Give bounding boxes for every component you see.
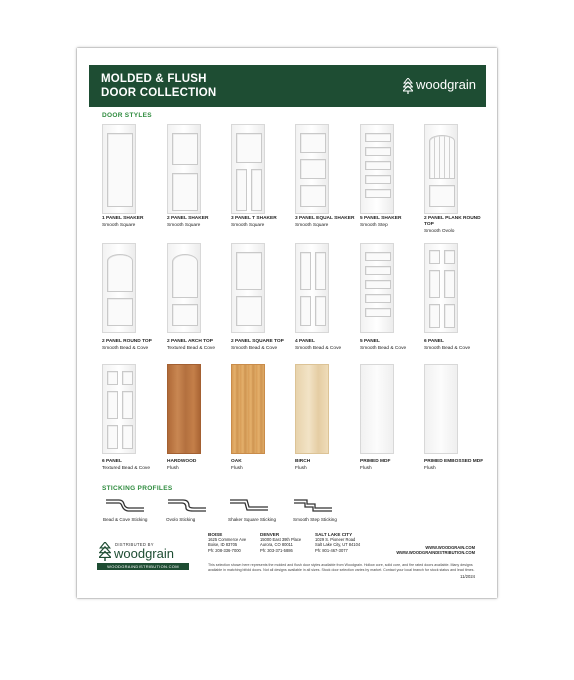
profile-label-shaker-square: Shaker Square Sticking	[228, 517, 277, 522]
door-sticking-name: Smooth Bead & Cove	[102, 346, 149, 351]
footer-site-bar: WOODGRAINDISTRIBUTION.COM	[97, 563, 189, 570]
door-panel	[107, 371, 118, 385]
door-style-name: 5 PANEL	[360, 339, 380, 344]
door-sticking-name: Textured Bead & Cove	[167, 346, 215, 351]
door-label	[231, 459, 291, 472]
door-label	[167, 216, 227, 229]
ovolo-profile-icon	[167, 496, 207, 512]
door-label	[102, 339, 162, 352]
location-street: 1029 S. Pioneer Road	[315, 537, 356, 543]
door-panel	[107, 298, 133, 326]
woodgrain-link[interactable]: WWW.WOODGRAIN.COM	[425, 545, 475, 550]
door-panel	[444, 270, 455, 298]
door-sticking-name: Smooth Square	[102, 223, 136, 228]
door-panel	[122, 425, 133, 449]
door-label	[424, 216, 484, 235]
door-sticking-name: Smooth Bead & Cove	[360, 346, 407, 351]
door-panel	[300, 133, 326, 153]
location-denver	[260, 532, 301, 553]
tree-logo-icon	[403, 78, 413, 94]
door-label	[295, 459, 355, 472]
location-street: 15000 East 39th Place	[260, 537, 302, 543]
door-thumbnail	[231, 243, 265, 333]
location-phone: Ph: 208-336-7000	[208, 547, 241, 553]
door-panel	[365, 189, 391, 198]
location-city: BOISE	[208, 532, 223, 537]
door-thumbnail	[102, 124, 136, 214]
door-panel	[300, 296, 311, 326]
door-thumbnail	[295, 124, 329, 214]
door-panel	[172, 304, 198, 326]
door-sticking-name: Smooth Bead & Cove	[231, 346, 278, 351]
door-label	[295, 216, 355, 229]
door-sticking-name: Flush	[167, 466, 179, 471]
door-label	[102, 216, 162, 229]
door-thumbnail	[167, 124, 201, 214]
door-thumbnail	[360, 364, 394, 454]
footer-tree-logo-icon	[99, 542, 111, 561]
sticking-profiles-title: STICKING PROFILES	[102, 485, 173, 492]
door-thumbnail	[295, 364, 329, 454]
door-panel	[429, 250, 440, 264]
door-label	[360, 339, 420, 352]
door-panel	[300, 159, 326, 179]
door-panel	[365, 280, 391, 289]
door-panel	[107, 391, 118, 419]
door-thumbnail	[231, 124, 265, 214]
door-thumbnail	[231, 364, 265, 454]
door-panel	[444, 304, 455, 328]
footer-brand-name: woodgrain	[114, 546, 174, 561]
door-panel	[122, 391, 133, 419]
door-thumbnail	[102, 243, 136, 333]
door-style-name: BIRCH	[295, 459, 311, 464]
door-style-name: HARDWOOD	[167, 459, 197, 464]
door-panel	[429, 304, 440, 328]
door-sticking-name: Flush	[424, 466, 436, 471]
door-label	[360, 459, 420, 472]
page-title	[101, 72, 216, 100]
door-sticking-name: Smooth Bead & Cove	[424, 346, 471, 351]
door-label	[102, 459, 162, 472]
web-links	[396, 545, 475, 555]
revision-date: 11/2024	[460, 574, 475, 579]
door-style-name: 3 PANEL T SHAKER	[231, 216, 277, 221]
door-panel	[172, 133, 198, 165]
door-panel	[236, 133, 262, 163]
door-sticking-name: Smooth Ovolo	[424, 229, 455, 234]
door-panel	[365, 133, 391, 142]
location-city: DENVER	[260, 532, 280, 537]
door-thumbnail	[295, 243, 329, 333]
door-panel	[122, 371, 133, 385]
door-panel	[365, 161, 391, 170]
door-sticking-name: Textured Bead & Cove	[102, 466, 150, 471]
door-panel	[365, 266, 391, 275]
door-label	[231, 216, 291, 229]
location-city: SALT LAKE CITY	[315, 532, 353, 537]
header-banner	[89, 65, 486, 107]
door-style-name: 3 PANEL EQUAL SHAKER	[295, 216, 355, 221]
door-style-name: 6 PANEL	[102, 459, 122, 464]
disclaimer-text: This selection shown here represents the molded and flush door styles available from Woodgrain. Hollow core, solid core, and fire rated doors available. Many designs available in matching bifold doors. Not all designs available in all sizes. Stock door selection varies by market. Contact your local branch for stock status and lead times.	[208, 563, 475, 572]
door-panel	[300, 252, 311, 290]
door-thumbnail	[360, 243, 394, 333]
door-style-name: OAK	[231, 459, 242, 464]
door-panel	[444, 250, 455, 264]
door-style-name: PRIMED MDF	[360, 459, 391, 464]
door-panel	[300, 185, 326, 207]
door-thumbnail	[424, 124, 458, 214]
smooth-step-profile-icon	[293, 496, 333, 512]
door-panel	[172, 173, 198, 211]
door-style-name: 1 PANEL SHAKER	[102, 216, 144, 221]
door-sticking-name: Flush	[231, 466, 243, 471]
location-phone: Ph: 801-467-3077	[315, 547, 348, 553]
door-sticking-name: Smooth Step	[360, 223, 388, 228]
door-panel	[107, 133, 133, 207]
door-styles-title: DOOR STYLES	[102, 112, 152, 119]
door-panel	[236, 252, 262, 290]
door-label	[295, 339, 355, 352]
door-panel	[107, 254, 133, 292]
door-thumbnail	[424, 243, 458, 333]
door-style-name: PRIMED EMBOSSED MDF	[424, 459, 484, 464]
door-panel	[365, 294, 391, 303]
door-panel	[365, 308, 391, 317]
location-citystate: Salt Lake City, UT 84104	[315, 542, 361, 548]
door-panel	[429, 135, 455, 179]
profile-label-ovolo: Ovolo Sticking	[166, 517, 196, 522]
door-label	[424, 459, 484, 472]
door-thumbnail	[102, 364, 136, 454]
door-thumbnail	[424, 364, 458, 454]
location-citystate: Aurora, CO 80011	[260, 542, 293, 548]
title-line-2: DOOR COLLECTION	[101, 87, 217, 99]
door-panel	[365, 252, 391, 261]
door-sticking-name: Flush	[360, 466, 372, 471]
location-boise	[208, 532, 246, 553]
door-panel	[251, 169, 262, 211]
catalog-sheet	[77, 48, 497, 598]
door-panel	[315, 296, 326, 326]
brand-logo	[403, 77, 476, 94]
door-panel	[365, 175, 391, 184]
brand-name: woodgrain	[416, 77, 476, 92]
door-style-name: 5 PANEL SHAKER	[360, 216, 402, 221]
profile-label-bead-cove: Bead & Cove Sticking	[103, 517, 148, 522]
door-panel	[236, 169, 247, 211]
door-label	[424, 339, 484, 352]
distributed-by-label: DISTRIBUTED BY	[115, 542, 154, 547]
door-sticking-name: Smooth Bead & Cove	[295, 346, 342, 351]
door-sticking-name: Smooth Square	[295, 223, 329, 228]
distribution-link[interactable]: WWW.WOODGRAINDISTRIBUTION.COM	[396, 550, 475, 556]
door-panel	[429, 185, 455, 207]
profile-label-smooth-step: Smooth Step Sticking	[293, 517, 337, 522]
shaker-square-profile-icon	[229, 496, 269, 512]
door-panel	[236, 296, 262, 326]
door-style-name: 2 PANEL ROUND TOP	[102, 339, 152, 344]
door-panel	[172, 254, 198, 298]
door-panel	[429, 270, 440, 298]
door-panel	[315, 252, 326, 290]
door-thumbnail	[360, 124, 394, 214]
location-salt-lake-city	[315, 532, 360, 553]
door-style-name: 2 PANEL SQUARE TOP	[231, 339, 284, 344]
door-panel	[107, 425, 118, 449]
title-line-1: MOLDED & FLUSH	[101, 73, 207, 85]
door-label	[167, 339, 227, 352]
location-citystate: Boise, ID 83705	[208, 542, 238, 548]
door-style-name: 6 PANEL	[424, 339, 444, 344]
door-label	[167, 459, 227, 472]
door-sticking-name: Smooth Square	[231, 223, 265, 228]
door-thumbnail	[167, 364, 201, 454]
door-sticking-name: Smooth Square	[167, 223, 201, 228]
door-label	[231, 339, 291, 352]
door-label	[360, 216, 420, 229]
door-style-name: 2 PANEL SHAKER	[167, 216, 209, 221]
door-style-name: 2 PANEL ARCH TOP	[167, 339, 213, 344]
door-sticking-name: Flush	[295, 466, 307, 471]
door-style-name: 4 PANEL	[295, 339, 315, 344]
door-thumbnail	[167, 243, 201, 333]
door-panel	[365, 147, 391, 156]
location-phone: Ph: 303-371-5886	[260, 547, 293, 553]
bead-cove-profile-icon	[105, 496, 145, 512]
location-street: 1625 Commerce Ave	[208, 537, 247, 543]
door-style-name: 2 PANEL PLANK ROUND TOP	[424, 216, 481, 227]
